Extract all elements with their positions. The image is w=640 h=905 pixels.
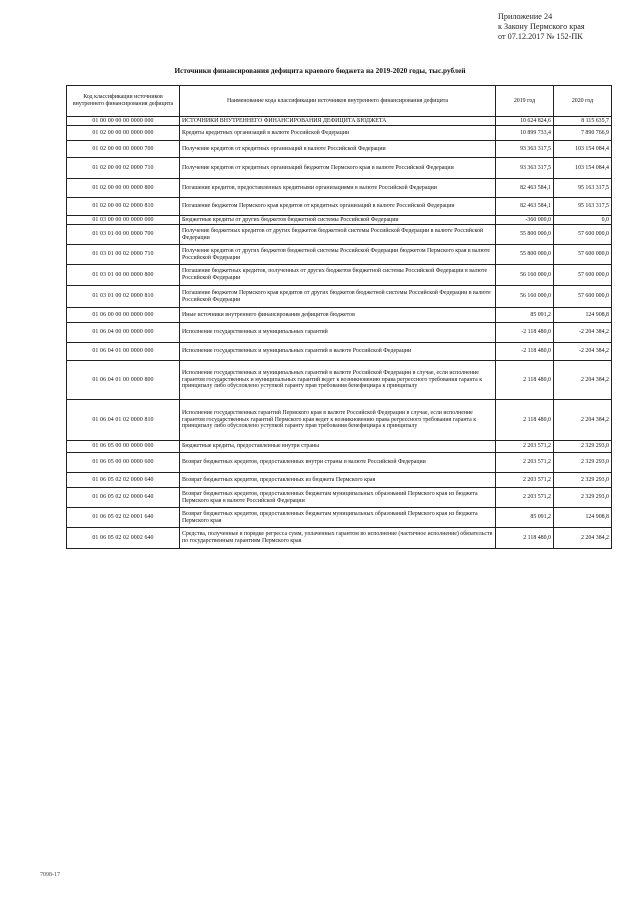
row-value-2020: -2 204 384,2 xyxy=(554,343,612,361)
row-value-2020: 8 115 635,7 xyxy=(554,117,612,126)
row-value-2020: 103 154 084,4 xyxy=(554,158,612,179)
row-value-2019: 82 463 584,1 xyxy=(496,179,554,198)
appendix-note xyxy=(498,12,585,42)
row-value-2019: 2 118 480,0 xyxy=(496,528,554,549)
row-value-2020: 57 600 000,0 xyxy=(554,225,612,245)
appendix-line-1: Приложение 24 xyxy=(498,12,553,21)
row-name: ИСТОЧНИКИ ВНУТРЕННЕГО ФИНАНСИРОВАНИЯ ДЕФИЦИТА БЮДЖЕТА xyxy=(180,117,496,126)
row-value-2019: 55 800 000,0 xyxy=(496,225,554,245)
row-name: Иные источники внутреннего финансирования дефицитов бюджетов xyxy=(180,308,496,323)
row-name: Погашение бюджетных кредитов, полученных от других бюджетов бюджетной системы Российской Федерации в валюте Российской Федерации xyxy=(180,265,496,286)
row-value-2019: 10 624 824,6 xyxy=(496,117,554,126)
table-row xyxy=(67,158,612,179)
row-value-2020: 57 600 000,0 xyxy=(554,245,612,265)
row-code: 01 03 01 00 00 0000 800 xyxy=(67,265,180,286)
row-value-2019: 56 160 000,0 xyxy=(496,286,554,308)
row-name: Исполнение государственных и муниципальных гарантий в валюте Российской Федерации xyxy=(180,343,496,361)
footer-doc-number: 7098-17 xyxy=(40,872,60,878)
row-name: Получение бюджетных кредитов от других бюджетов бюджетной системы Российской Федерации в валюте Российской Федерации xyxy=(180,225,496,245)
table-row xyxy=(67,225,612,245)
budget-table xyxy=(66,85,612,549)
row-value-2020: 2 329 293,0 xyxy=(554,441,612,453)
row-code: 01 06 05 02 02 0000 640 xyxy=(67,488,180,508)
table-body xyxy=(67,117,612,549)
row-value-2019: 93 363 317,5 xyxy=(496,158,554,179)
row-code: 01 06 05 00 00 0000 600 xyxy=(67,453,180,473)
row-code: 01 06 05 02 02 0001 640 xyxy=(67,508,180,528)
row-value-2019: 2 203 571,2 xyxy=(496,441,554,453)
table-row xyxy=(67,308,612,323)
row-value-2020: 7 890 766,9 xyxy=(554,126,612,141)
table-row xyxy=(67,473,612,488)
header-2020: 2020 год xyxy=(554,86,612,117)
row-value-2019: 2 118 480,0 xyxy=(496,400,554,441)
row-value-2019: 85 091,2 xyxy=(496,308,554,323)
table-row xyxy=(67,453,612,473)
row-value-2020: 2 204 384,2 xyxy=(554,528,612,549)
row-name: Исполнение государственных и муниципальных гарантий в валюте Российской Федерации в случае, если исполнение гарантом государственных и муниципальных гарантий ведет к возникновению права регрессного требования гаранта к принципалу либо обусловлено уступкой гаранту прав требования бенефициара к принципалу xyxy=(180,361,496,400)
header-name: Наименование кода классификации источников внутреннего финансирования дефицита xyxy=(180,86,496,117)
appendix-line-2: к Закону Пермского края xyxy=(498,22,585,31)
table-row xyxy=(67,343,612,361)
row-name: Кредиты кредитных организаций в валюте Российской Федерации xyxy=(180,126,496,141)
row-name: Погашение бюджетом Пермского края кредитов от кредитных организаций в валюте Российской Федерации xyxy=(180,198,496,216)
row-code: 01 06 04 01 02 0000 810 xyxy=(67,400,180,441)
row-value-2020: 2 329 293,0 xyxy=(554,488,612,508)
appendix-line-3: от 07.12.2017 № 152-ПК xyxy=(498,32,583,41)
row-value-2019: 93 363 317,5 xyxy=(496,141,554,158)
row-code: 01 06 04 01 00 0000 000 xyxy=(67,343,180,361)
row-code: 01 02 00 00 00 0000 800 xyxy=(67,179,180,198)
row-code: 01 06 05 02 02 0002 640 xyxy=(67,528,180,549)
row-value-2019: -2 118 480,0 xyxy=(496,343,554,361)
row-value-2019: 10 899 733,4 xyxy=(496,126,554,141)
row-value-2020: 124 908,8 xyxy=(554,308,612,323)
row-value-2019: 2 203 571,2 xyxy=(496,453,554,473)
row-code: 01 00 00 00 00 0000 000 xyxy=(67,117,180,126)
row-code: 01 03 00 00 00 0000 000 xyxy=(67,216,180,225)
row-value-2020: 2 204 384,2 xyxy=(554,361,612,400)
row-value-2019: 2 203 571,2 xyxy=(496,488,554,508)
table-row xyxy=(67,361,612,400)
row-code: 01 03 01 00 02 0000 710 xyxy=(67,245,180,265)
row-code: 01 06 00 00 00 0000 000 xyxy=(67,308,180,323)
table-row xyxy=(67,179,612,198)
row-code: 01 06 04 00 00 0000 000 xyxy=(67,323,180,343)
row-value-2020: 0,0 xyxy=(554,216,612,225)
row-name: Исполнение государственных гарантий Пермского края в валюте Российской Федерации в случае, если исполнение гарантом государственных гарантий Пермского края ведет к возникновению права регрессного требования гаранта к принципалу либо обусловлено уступкой гаранту прав требования бенефициара к принципалу xyxy=(180,400,496,441)
table-row xyxy=(67,117,612,126)
row-value-2020: 95 163 317,5 xyxy=(554,179,612,198)
table-row xyxy=(67,265,612,286)
table-row xyxy=(67,400,612,441)
row-name: Средства, полученные в порядке регресса сумм, уплаченных гарантом во исполнение (частичное исполнение) обязательств по государственным гарантиям Пермского края xyxy=(180,528,496,549)
table-row xyxy=(67,126,612,141)
row-code: 01 02 00 00 02 0000 810 xyxy=(67,198,180,216)
row-name: Возврат бюджетных кредитов, предоставленных бюджетам муниципальных образований Пермского края из бюджета Пермского края xyxy=(180,508,496,528)
table-row xyxy=(67,508,612,528)
row-code: 01 02 00 00 02 0000 710 xyxy=(67,158,180,179)
header-code: Код классификации источников внутреннего финансирования дефицита xyxy=(67,86,180,117)
row-code: 01 02 00 00 00 0000 000 xyxy=(67,126,180,141)
row-name: Возврат бюджетных кредитов, предоставленных из бюджета Пермского края xyxy=(180,473,496,488)
row-name: Возврат бюджетных кредитов, предоставленных бюджетам муниципальных образований Пермского края из бюджета Пермского края в валюте Российской Федерации xyxy=(180,488,496,508)
row-code: 01 06 05 00 00 0000 000 xyxy=(67,441,180,453)
row-value-2020: 57 600 000,0 xyxy=(554,265,612,286)
row-value-2019: 56 160 000,0 xyxy=(496,265,554,286)
row-value-2020: 2 204 384,2 xyxy=(554,400,612,441)
row-name: Возврат бюджетных кредитов, предоставленных внутри страны в валюте Российской Федерации xyxy=(180,453,496,473)
row-value-2019: -360 000,0 xyxy=(496,216,554,225)
row-value-2019: 2 118 480,0 xyxy=(496,361,554,400)
header-2019: 2019 год xyxy=(496,86,554,117)
row-value-2020: 124 908,8 xyxy=(554,508,612,528)
document-title: Источники финансирования дефицита краевого бюджета на 2019-2020 годы, тыс.рублей xyxy=(174,67,466,75)
row-code: 01 03 01 00 00 0000 700 xyxy=(67,225,180,245)
table-row xyxy=(67,216,612,225)
table-row xyxy=(67,441,612,453)
row-value-2020: 103 154 084,4 xyxy=(554,141,612,158)
row-name: Получение кредитов от кредитных организаций бюджетом Пермского края в валюте Российской Федерации xyxy=(180,158,496,179)
row-name: Получение кредитов от кредитных организаций в валюте Российской Федерации xyxy=(180,141,496,158)
row-value-2020: 2 329 293,0 xyxy=(554,453,612,473)
table-row xyxy=(67,198,612,216)
table-header-row xyxy=(67,86,612,117)
row-name: Исполнение государственных и муниципальных гарантий xyxy=(180,323,496,343)
row-name: Бюджетные кредиты от других бюджетов бюджетной системы Российской Федерации xyxy=(180,216,496,225)
row-value-2019: 82 463 584,1 xyxy=(496,198,554,216)
row-value-2020: 95 163 317,5 xyxy=(554,198,612,216)
table-row xyxy=(67,488,612,508)
row-value-2020: -2 204 384,2 xyxy=(554,323,612,343)
row-code: 01 06 05 02 02 0000 640 xyxy=(67,473,180,488)
row-name: Погашение бюджетом Пермского края кредитов от других бюджетов бюджетной системы Российской Федерации в валюте Российской Федерации xyxy=(180,286,496,308)
table-row xyxy=(67,323,612,343)
row-name: Погашение кредитов, предоставленных кредитными организациями в валюте Российской Федерации xyxy=(180,179,496,198)
row-value-2020: 2 329 293,0 xyxy=(554,473,612,488)
row-value-2019: 55 800 000,0 xyxy=(496,245,554,265)
row-code: 01 02 00 00 00 0000 700 xyxy=(67,141,180,158)
table-row xyxy=(67,528,612,549)
row-value-2019: -2 118 480,0 xyxy=(496,323,554,343)
row-code: 01 06 04 01 00 0000 800 xyxy=(67,361,180,400)
row-name: Бюджетные кредиты, предоставленные внутри страны xyxy=(180,441,496,453)
row-value-2020: 57 600 000,0 xyxy=(554,286,612,308)
table-row xyxy=(67,141,612,158)
row-value-2019: 2 203 571,2 xyxy=(496,473,554,488)
row-code: 01 03 01 00 02 0000 810 xyxy=(67,286,180,308)
row-value-2019: 85 091,2 xyxy=(496,508,554,528)
table-row xyxy=(67,286,612,308)
row-name: Получение кредитов от других бюджетов бюджетной системы Российской Федерации бюджетом Пермского края в валюте Российской Федерации xyxy=(180,245,496,265)
table-row xyxy=(67,245,612,265)
